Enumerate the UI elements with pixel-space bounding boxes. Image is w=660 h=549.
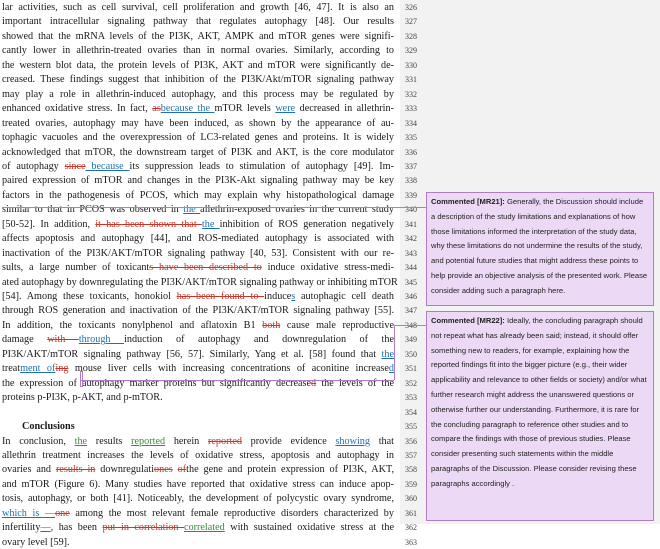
tracked-deletion: put in correlation xyxy=(102,522,184,534)
tracked-deletion: s have been described to xyxy=(149,262,262,274)
line-number: 338 xyxy=(405,176,417,186)
comment-text: Ideally, the concluding paragraph should not repeat what has already been said; instead, it should offer something new to readers, for example, explaining how the reported findings fit into the bigger picture (e.g., their wider applicability and relevance to other fields or society) and/or what further research might address the unanswered questions or otherwise further our understanding. Furthermore, it is rare for the concluding paragraph to reference other studies and to compare the findings with those of previous studies. Please consider presenting such statements within the middle paragraphs of the Discussion. Please consider revising these paragraphs accordingly . xyxy=(431,316,647,488)
text-run: decreased in allethrin- xyxy=(295,103,395,115)
line-number: 347 xyxy=(405,306,417,316)
line-number: 361 xyxy=(405,508,417,518)
line-number: 346 xyxy=(405,292,417,301)
line-number: 355 xyxy=(405,422,417,432)
line-number: 349 xyxy=(405,335,417,345)
tracked-insertion: which is xyxy=(2,507,45,519)
tracked-deletion: has been found to xyxy=(176,291,265,302)
comment-mr22[interactable] xyxy=(426,311,654,521)
text-run: treated ovaries, autophagy may have been induced, as shown by the appearance of au- xyxy=(2,117,394,129)
tracked-deletion: results in xyxy=(55,464,96,476)
tracked-insertion: reported xyxy=(131,435,166,447)
text-run: In conclusion, xyxy=(2,435,75,447)
line-number: 360 xyxy=(405,494,417,504)
text-run: inhibition of ROS generation negatively xyxy=(219,218,394,230)
text-run: [50-52]. In addition, xyxy=(2,218,96,230)
text-line xyxy=(2,160,394,173)
tracked-insertion: the xyxy=(183,204,201,216)
tracked-deletion: ing xyxy=(55,363,69,375)
line-number: 333 xyxy=(405,104,417,114)
tracked-deletion: d xyxy=(311,377,317,389)
text-run: that xyxy=(369,435,394,447)
text-run: enhanced oxidative stress. In fact, xyxy=(2,103,153,115)
text-line xyxy=(2,174,394,187)
text-run: Conclusions xyxy=(22,421,75,433)
text-line xyxy=(2,247,394,260)
text-run: mouse liver cells with increasing concentrations of aconitine increase xyxy=(68,363,389,375)
line-number: 340 xyxy=(405,205,417,215)
tracked-deletion: it has been shown that xyxy=(95,218,202,230)
line-number: 353 xyxy=(405,393,417,403)
text-run: its suppression leads to stimulation of autophagy [49]. Im- xyxy=(129,160,394,172)
comment-connector-mr22-vertical xyxy=(394,325,395,380)
text-run: damage xyxy=(2,334,48,346)
tracked-insertion: the xyxy=(201,218,220,230)
line-number: 350 xyxy=(405,349,417,359)
text-run: of autophagy xyxy=(2,160,65,172)
text-run: inactivation of the PI3K/AKT/mTOR signaling pathway [40, 53]. Consistent with our re- xyxy=(2,247,394,259)
text-run: the gene and protein expression of PI3K, AKT, xyxy=(186,464,394,476)
text-run: with sustained oxidative stress at the xyxy=(224,522,394,534)
comment-text: Generally, the Discussion should include a description of the study limitations and explanations of how those limitations informed the interpretation of the study data, why these limitations do not undermine the results of the study, and potential future studies that might address these points to help provide an objective analysis of the presented work. Please consider adding such a paragraph here. xyxy=(431,197,648,295)
text-run: may play a role in allethrin-induced autophagy, and this process may be regulated by xyxy=(2,88,394,100)
tracked-insertion: d xyxy=(388,363,394,375)
text-run: creased. These findings suggest that inhibition of the PI3K/Akt/mTOR signaling pathway xyxy=(2,74,394,86)
line-number: 363 xyxy=(405,537,417,547)
text-line xyxy=(2,203,394,216)
text-line xyxy=(2,261,394,274)
text-line xyxy=(2,189,394,202)
line-number: 357 xyxy=(405,450,417,460)
text-run: similar to that in PCOS was observed in xyxy=(2,204,184,216)
comment-mr21[interactable] xyxy=(426,192,654,306)
tracked-insertion: ment of xyxy=(20,363,56,375)
line-number: 341 xyxy=(405,219,417,229)
line-number: 344 xyxy=(405,263,417,273)
line-number: 348 xyxy=(405,320,417,330)
line-number: 359 xyxy=(405,479,417,489)
line-number: 362 xyxy=(405,523,417,533)
text-run: lar activities, such as cell survival, cell proliferation and growth [46, 47]. It is also an xyxy=(2,2,394,13)
text-run: affects apoptosis and autophagy [44], and ROS-mediated autophagy is associated with xyxy=(2,233,394,245)
text-run: induction of autophagy and downregulation of the xyxy=(124,334,394,346)
tracked-deletion: both xyxy=(262,319,281,331)
tracked-insertion: correlated xyxy=(184,522,225,534)
text-run: downregulati xyxy=(95,464,155,476)
tracked-insertion: the xyxy=(74,435,88,447)
text-line xyxy=(2,59,394,72)
line-number: 329 xyxy=(405,46,417,56)
line-number: 356 xyxy=(405,436,417,446)
line-number: 334 xyxy=(405,118,417,128)
text-line xyxy=(2,290,394,303)
text-run: the western blot data, the protein levels of PI3K, AKT and mTOR were significantly de- xyxy=(2,59,394,71)
text-run: mTOR levels xyxy=(214,103,276,115)
tracked-deletion: one xyxy=(55,507,70,519)
tracked-deletion: since xyxy=(64,160,86,172)
tracked-deletion: with xyxy=(47,334,79,346)
line-number: 337 xyxy=(405,161,417,171)
text-run: paired expression of mTOR and changes in the PI3K-Akt signaling pathway may be key xyxy=(2,175,394,187)
text-line xyxy=(2,348,394,361)
tracked-deletion: reported xyxy=(208,435,242,447)
text-run: herein xyxy=(165,435,208,447)
tracked-insertion: were xyxy=(275,103,296,115)
comment-anchor-mr22 xyxy=(80,371,83,387)
text-line xyxy=(2,232,394,245)
comment-author: Commented [MR21]: xyxy=(431,197,505,206)
text-run: cause male reproductive xyxy=(280,319,394,331)
text-run: showed that the mRNA levels of the PI3K, AKT, AMPK and mTOR genes were signifi- xyxy=(2,30,394,42)
comment-connector-mr21 xyxy=(394,207,426,208)
tracked-deletion: as xyxy=(152,103,161,115)
text-line xyxy=(2,463,394,476)
text-run: the levels of the xyxy=(316,377,394,389)
line-number: 345 xyxy=(405,277,417,287)
text-line xyxy=(2,507,394,520)
text-run: ated autophagy by downregulating the PI3K/AKT/mTOR signaling pathway or inhibiting mTOR xyxy=(2,276,398,288)
text-run: cantly lower in allethrin-treated ovaries than in normal ovaries. Similarly, according to xyxy=(2,45,394,57)
text-run: the expression of autophagy marker proteins but significantly decrease xyxy=(2,377,312,389)
text-run: provide evidence xyxy=(241,435,336,447)
text-run: [54]. Among these toxicants, honokiol xyxy=(2,291,177,302)
text-line xyxy=(2,333,394,346)
line-number: 331 xyxy=(405,75,417,85)
text-line xyxy=(2,362,394,375)
text-run: important intracellular signaling pathway that regulates autophagy [48]. Our results xyxy=(2,16,394,28)
tracked-insertion: showing xyxy=(335,435,370,447)
text-line xyxy=(2,146,394,159)
text-run: PI3K/AKT/mTOR signaling pathway [56, 57]. Similarly, Yang et al. [58] found that xyxy=(2,348,382,360)
line-number: 352 xyxy=(405,378,417,388)
text-line xyxy=(2,536,394,549)
text-line xyxy=(2,478,394,491)
line-number: 354 xyxy=(405,407,417,417)
text-run: allethrin-exposed ovaries in the current study xyxy=(200,204,394,216)
text-run: autophagic cell death xyxy=(295,291,394,302)
text-line xyxy=(2,492,394,505)
text-line xyxy=(2,131,394,144)
text-run: through ROS generation and inactivation of the PI3K/AKT/mTOR signaling pathway [55]. xyxy=(2,305,394,317)
text-run: proteins p-PI3K, p-AKT, and p-mTOR. xyxy=(2,392,163,404)
comment-connector-mr22 xyxy=(394,325,426,326)
tracked-insertion: — xyxy=(40,522,51,534)
text-run: acknowledged that mTOR, the downstream target of PI3K and AKT, is the core modulator xyxy=(2,146,394,158)
text-run: induce xyxy=(264,291,292,302)
text-run: tophagic vacuoles and the overexpression of LC3-related genes and proteins. It is widely xyxy=(2,132,394,144)
text-run: induce oxidative stress-medi- xyxy=(261,262,394,274)
text-run: factors in the pathogenesis of PCOS, which may explain why histopathological damage xyxy=(2,189,394,201)
text-line xyxy=(2,435,394,448)
tracked-insertion: because the xyxy=(160,103,215,115)
tracked-insertion: s xyxy=(291,291,296,302)
line-number: 351 xyxy=(405,364,417,374)
text-line xyxy=(2,15,394,28)
text-line xyxy=(2,276,398,289)
section-heading xyxy=(22,420,394,433)
text-run: treat xyxy=(2,363,21,375)
text-line xyxy=(2,449,394,462)
line-number: 328 xyxy=(405,31,417,41)
text-run: ovaries and xyxy=(2,464,56,476)
text-run: allethrin treatment increases the levels of oxidative stress, apoptosis and autophagy in xyxy=(2,449,394,461)
text-run: among the most relevant female reproductive disorders characterized by xyxy=(69,507,394,519)
text-run: ovary level [59]. xyxy=(2,536,70,548)
text-line xyxy=(2,1,394,14)
text-line xyxy=(2,304,394,317)
text-line xyxy=(2,521,394,534)
comment-anchor-mr21 xyxy=(2,207,394,208)
line-number: 326 xyxy=(405,3,417,12)
tracked-insertion: because xyxy=(85,160,130,172)
text-line xyxy=(2,319,394,332)
line-number: 342 xyxy=(405,234,417,244)
text-line xyxy=(2,218,394,231)
text-line xyxy=(2,73,394,86)
line-number: 332 xyxy=(405,89,417,99)
tracked-deletion: ones xyxy=(154,464,173,476)
text-line xyxy=(2,44,394,57)
text-run: infertility xyxy=(2,522,41,534)
text-line xyxy=(2,88,394,101)
line-number: 335 xyxy=(405,133,417,143)
text-line xyxy=(2,391,394,404)
tracked-insertion: the xyxy=(381,348,394,360)
line-number: 343 xyxy=(405,248,417,258)
line-number: 330 xyxy=(405,60,417,70)
text-line xyxy=(2,30,394,43)
text-run: , has been xyxy=(50,522,103,534)
tracked-deletion: of xyxy=(177,464,187,476)
tracked-insertion: through xyxy=(78,334,125,346)
text-line xyxy=(2,117,394,130)
tracked-insertion: — xyxy=(44,507,56,519)
line-number: 336 xyxy=(405,147,417,157)
line-number: 358 xyxy=(405,465,417,475)
text-run: and mTOR (Figure 6). Many studies have reported that oxidative stress can induce apop- xyxy=(2,478,394,490)
text-run: In addition, the toxicants nonylphenol and aflatoxin B1 xyxy=(2,319,263,331)
comment-author: Commented [MR22]: xyxy=(431,316,505,325)
comment-connector-mr22-bottom xyxy=(80,380,394,381)
line-number: 327 xyxy=(405,17,417,27)
text-run: sults, a large number of toxicant xyxy=(2,262,150,274)
text-run: results xyxy=(87,435,132,447)
text-line xyxy=(2,377,394,390)
text-line xyxy=(2,102,394,115)
line-number: 339 xyxy=(405,190,417,200)
text-run: tosis, autophagy, or both [41]. Noticeably, the development of polycystic ovary syndrome, xyxy=(2,493,394,505)
